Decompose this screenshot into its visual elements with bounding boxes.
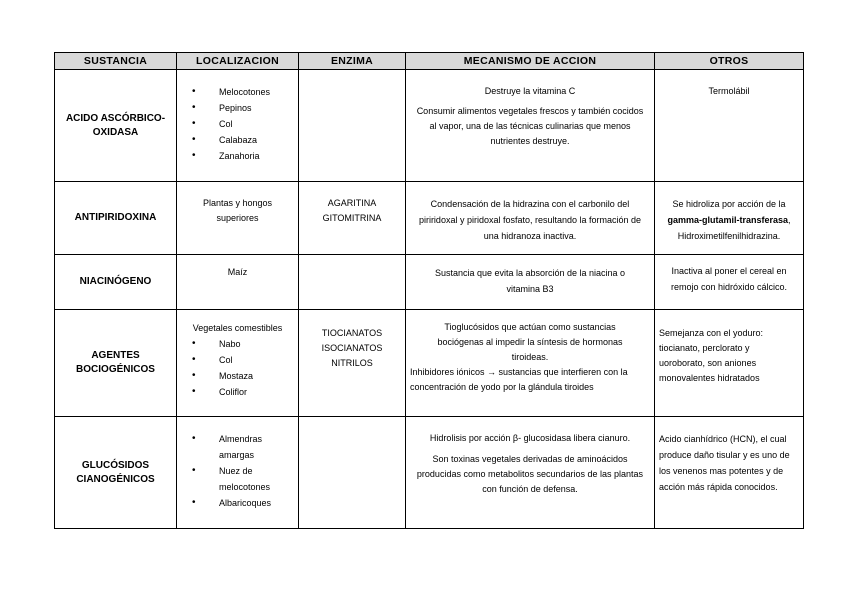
table-row xyxy=(55,417,804,529)
list-item: • Melocotones xyxy=(219,84,298,100)
substance-cell xyxy=(55,417,177,529)
enzyme-text: TIOCIANATOS xyxy=(321,328,383,338)
others-text: Termolábil xyxy=(708,86,750,96)
mechanism-cell xyxy=(406,182,655,255)
enzyme-cell xyxy=(299,182,406,255)
list-item: • Calabaza xyxy=(219,132,298,148)
location-cell xyxy=(177,255,299,310)
header-others: OTROS xyxy=(655,53,804,70)
list-item: • Mostaza xyxy=(219,368,298,384)
header-substance: SUSTANCIA xyxy=(55,53,177,70)
table-row xyxy=(55,182,804,255)
list-item: • Coliflor xyxy=(219,384,298,400)
mechanism-text: Consumir alimentos vegetales frescos y también cocidos al vapor, una de las técnicas culinarias que menos nutrientes destruye. xyxy=(416,106,644,146)
enzyme-text: GITOMITRINA xyxy=(322,213,382,223)
location-title: Vegetales comestibles xyxy=(192,323,283,333)
list-item: • Pepinos xyxy=(219,100,298,116)
enzyme-cell xyxy=(299,255,406,310)
enzyme-cell xyxy=(299,70,406,182)
list-item: • Col xyxy=(219,352,298,368)
header-mechanism: MECANISMO DE ACCION xyxy=(406,53,655,70)
header-row xyxy=(55,53,804,70)
substances-table xyxy=(54,52,804,529)
mechanism-cell xyxy=(406,255,655,310)
location-text: Maíz xyxy=(227,267,248,277)
substance-cell xyxy=(55,182,177,255)
table-row xyxy=(55,255,804,310)
location-list xyxy=(177,431,298,511)
header-enzyme: ENZIMA xyxy=(299,53,406,70)
enzyme-text: ISOCIANATOS xyxy=(321,343,383,353)
mechanism-text: Destruye la vitamina C xyxy=(484,86,576,96)
location-list xyxy=(177,336,298,400)
list-item: • Nabo xyxy=(219,336,298,352)
enzyme-highlight: gamma-glutamil-transferasa xyxy=(667,215,789,225)
mechanism-text: Inhibidores iónicos → sustancias que interfieren con la concentración de yodo por la glándula tiroides xyxy=(410,367,628,392)
location-cell xyxy=(177,417,299,529)
others-text: , Hidroximetilfenilhidrazina. xyxy=(677,215,791,241)
mechanism-cell xyxy=(406,70,655,182)
location-cell xyxy=(177,70,299,182)
enzyme-text: NITRILOS xyxy=(331,358,373,368)
mechanism-text: Tioglucósidos que actúan como sustancias bociógenas al impedir la síntesis de hormonas tiroideas. xyxy=(437,322,623,362)
substance-name: ACIDO ASCÓRBICO-OXIDASA xyxy=(65,112,166,138)
list-item: • Almendras amargas xyxy=(219,431,280,463)
others-text: Acido cianhídrico (HCN), el cual produce daño tisular y es uno de los venenos mas potentes y de acción más rápida conocidos. xyxy=(659,434,790,492)
others-cell xyxy=(655,310,804,417)
mechanism-text: Condensación de la hidrazina con el carbonilo del piriridoxal y piridoxal fosfato, resultando la formación de una hidranoza inactiva. xyxy=(418,199,642,241)
substance-name: NIACINÓGENO xyxy=(79,276,152,287)
substance-name: ANTIPIRIDOXINA xyxy=(74,212,157,223)
others-cell xyxy=(655,70,804,182)
list-item: • Nuez de melocotones xyxy=(219,463,280,495)
enzyme-text: AGARITINA xyxy=(327,198,377,208)
location-list xyxy=(177,84,298,164)
others-cell xyxy=(655,255,804,310)
others-cell xyxy=(655,182,804,255)
substance-name: GLUCÓSIDOS CIANOGÉNICOS xyxy=(76,459,155,485)
substance-name: AGENTES BOCIOGÉNICOS xyxy=(76,350,155,375)
location-cell xyxy=(177,182,299,255)
substance-cell xyxy=(55,310,177,417)
substance-cell xyxy=(55,255,177,310)
mechanism-cell xyxy=(406,310,655,417)
location-cell xyxy=(177,310,299,417)
others-text: Se hidroliza por acción de la xyxy=(672,199,786,209)
mechanism-text: Son toxinas vegetales derivadas de aminoácidos producidas como metabolitos secundarios de las plantas con función de defensa. xyxy=(416,454,644,494)
list-item: • Col xyxy=(219,116,298,132)
enzyme-cell xyxy=(299,417,406,529)
list-item: • Albaricoques xyxy=(219,495,280,511)
substance-cell xyxy=(55,70,177,182)
mechanism-text: Sustancia que evita la absorción de la niacina o vitamina B3 xyxy=(434,268,626,294)
enzyme-cell xyxy=(299,310,406,417)
table-row xyxy=(55,310,804,417)
others-cell xyxy=(655,417,804,529)
mechanism-cell xyxy=(406,417,655,529)
location-text: Plantas y hongos superiores xyxy=(202,198,273,223)
others-text: Semejanza con el yoduro: tiocianato, perclorato y uoroborato, son aniones monovalentes hidratados xyxy=(659,328,764,383)
others-text: Inactiva al poner el cereal en remojo con hidróxido cálcico. xyxy=(670,266,788,292)
mechanism-text: Hidrolisis por acción β- glucosidasa libera cianuro. xyxy=(429,433,631,443)
table-row xyxy=(55,70,804,182)
list-item: • Zanahoria xyxy=(219,148,298,164)
header-location: LOCALIZACION xyxy=(177,53,299,70)
